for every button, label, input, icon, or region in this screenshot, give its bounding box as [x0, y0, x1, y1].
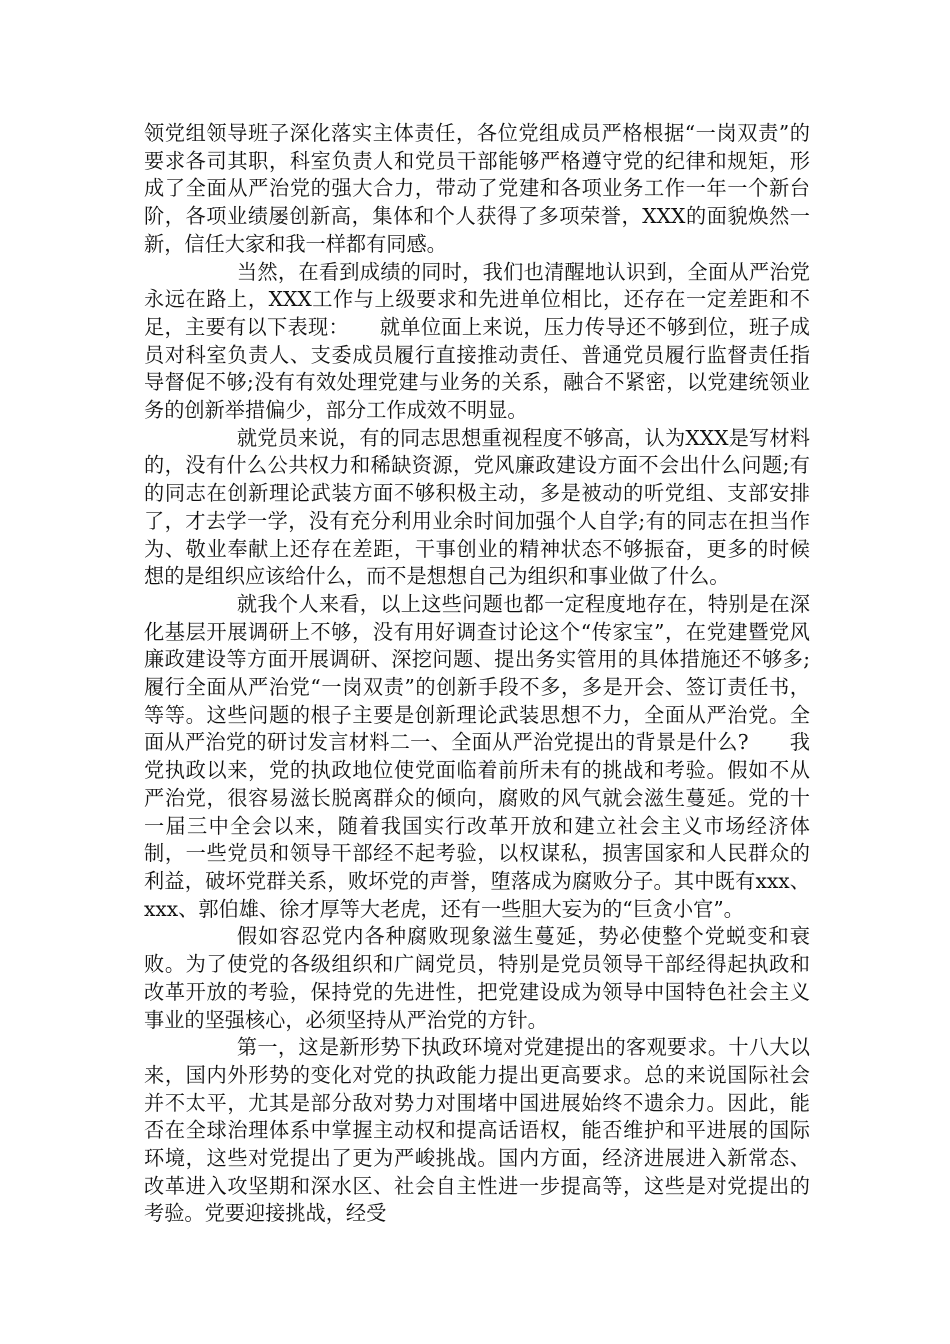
paragraph: 领党组领导班子深化落实主体责任，各位党组成员严格根据“一岗双责”的要求各司其职，科室负责人和党员干部能够严格遵守党的纪律和规矩，形成了全面从严治党的强大合力，带动了党建和各项业务工作一年一个新台阶，各项业绩屡创新高，集体和个人获得了多项荣誉，XXX的面貌焕然一新，信任大家和我一样都有同感。: [144, 121, 810, 256]
paragraph: 当然，在看到成绩的同时，我们也清醒地认识到，全面从严治党永远在路上，XXX工作与上级要求和先进单位相比，还存在一定差距和不足，主要有以下表现： 就单位面上来说，压力传导还不够到位，班子成员对科室负责人、支委成员履行直接推动责任、普通党员履行监督责任指导督促不够;没有有效处理党建与业务的关系，融合不紧密，以党建统领业务的创新举措偏少，部分工作成效不明显。: [144, 259, 810, 423]
paragraph: 就党员来说，有的同志思想重视程度不够高，认为XXX是写材料的，没有什么公共权力和稀缺资源，党风廉政建设方面不会出什么问题;有的同志在创新理论武装方面不够积极主动，多是被动的听党组、支部安排了，才去学一学，没有充分利用业余时间加强个人自学;有的同志在担当作为、敬业奉献上还存在差距，干事创业的精神状态不够振奋，更多的时候想的是组织应该给什么，而不是想想自己为组织和事业做了什么。: [144, 425, 810, 589]
paragraph: 第一，这是新形势下执政环境对党建提出的客观要求。十八大以来，国内外形势的变化对党的执政能力提出更高要求。总的来说国际社会并不太平，尤其是部分敌对势力对围堵中国进展始终不遗余力。因此，能否在全球治理体系中掌握主动权和提高话语权，能否维护和平进展的国际环境，这些对党提出了更为严峻挑战。国内方面，经济进展进入新常态、改革进入攻坚期和深水区、社会自主性进一步提高等，这些是对党提出的考验。党要迎接挑战，经受: [144, 1035, 810, 1226]
paragraph: 就我个人来看，以上这些问题也都一定程度地存在，特别是在深化基层开展调研上不够，没有用好调查讨论这个“传家宝”，在党建暨党风廉政建设等方面开展调研、深挖问题、提出务实管用的具体措施还不够多;履行全面从严治党“一岗双责”的创新手段不多，多是开会、签订责任书，等等。这些问题的根子主要是创新理论武装思想不力，全面从严治党。全面从严治党的研讨发言材料二一、全面从严治党提出的背景是什么? 我党执政以来，党的执政地位使党面临着前所未有的挑战和考验。假如不从严治党，很容易滋长脱离群众的倾向，腐败的风气就会滋生蔓延。党的十一届三中全会以来，随着我国实行改革开放和建立社会主义市场经济体制，一些党员和领导干部经不起考验，以权谋私，损害国家和人民群众的利益，破坏党群关系，败坏党的声誉，堕落成为腐败分子。其中既有xxx、xxx、郭伯雄、徐才厚等大老虎，还有一些胆大妄为的“巨贪小官”。: [144, 591, 810, 921]
paragraph: 假如容忍党内各种腐败现象滋生蔓延，势必使整个党蜕变和衰败。为了使党的各级组织和广阔党员，特别是党员领导干部经得起执政和改革开放的考验，保持党的先进性，把党建设成为领导中国特色社会主义事业的坚强核心，必须坚持从严治党的方针。: [144, 924, 810, 1032]
document-body: [144, 120, 810, 1228]
